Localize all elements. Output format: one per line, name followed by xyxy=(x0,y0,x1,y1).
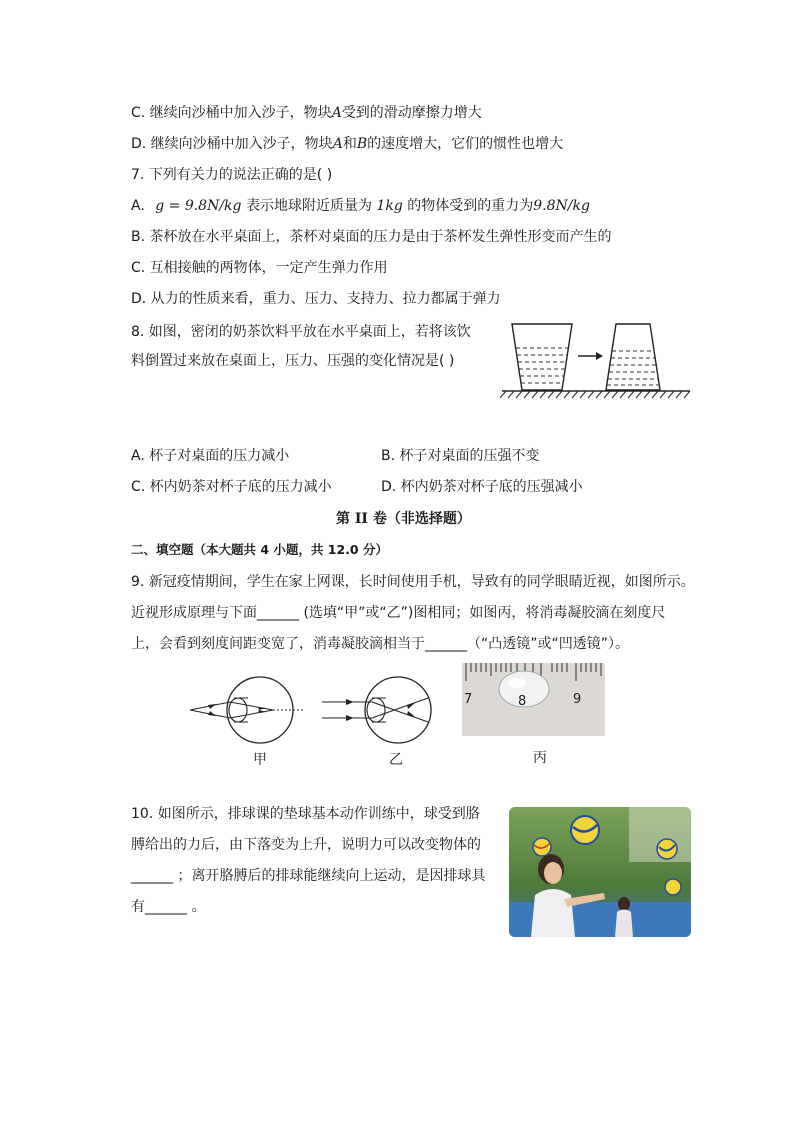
q6-option-d: D. 继续向沙桶中加入沙子，物块A和B的速度增大，它们的惯性也增大 xyxy=(131,136,564,152)
eye-diagram-yi xyxy=(320,670,440,750)
gravity-value: 9.8N/kg xyxy=(533,198,590,214)
q7-option-d: D. 从力的性质来看，重力、压力、支持力、拉力都属于弹力 xyxy=(131,291,501,307)
q10-line4: 有______ 。 xyxy=(131,899,206,915)
var-b: B xyxy=(356,136,368,152)
q8-option-c: C. 杯内奶茶对杯子底的压力减小 xyxy=(131,479,332,495)
volleyball-photo xyxy=(509,807,691,937)
q7-option-a: A. g = 9.8N/kg 表示地球附近质量为 1kg 的物体受到的重力为9.8N/kg xyxy=(131,198,590,214)
q9-line3: 上，会看到刻度间距变宽了，消毒凝胶滴相当于______（“凸透镜”或“凹透镜”）。 xyxy=(131,636,630,652)
caption-yi: 乙 xyxy=(389,752,403,768)
q10-line2: 膊给出的力后，由下落变为上升，说明力可以改变物体的 xyxy=(131,837,481,853)
section-heading: 二、填空题（本大题共 4 小题，共 12.0 分） xyxy=(131,542,388,557)
formula: g = 9.8N/kg xyxy=(155,198,242,214)
ruler-photo xyxy=(462,663,605,736)
q8-stem-line2: 料倒置过来放在桌面上，压力、压强的变化情况是( ) xyxy=(131,353,455,369)
q7-option-b: B. 茶杯放在水平桌面上，茶杯对桌面的压力是由于茶杯发生弹性形变而产生的 xyxy=(131,229,612,245)
var-a: A xyxy=(332,136,343,152)
q8-option-d: D. 杯内奶茶对杯子底的压强减小 xyxy=(381,479,583,495)
caption-bing: 丙 xyxy=(533,750,547,766)
ruler-label-9: 9 xyxy=(573,692,582,707)
q10-line3: ______ ；离开胳膊后的排球能继续向上运动，是因排球具 xyxy=(131,868,486,884)
q7-stem: 7. 下列有关力的说法正确的是( ) xyxy=(131,167,333,183)
ruler-label-8: 8 xyxy=(518,694,527,709)
cup-inversion-figure xyxy=(500,318,695,403)
volleyball-drawing xyxy=(509,807,691,937)
q7-option-c: C. 互相接触的两物体，一定产生弹力作用 xyxy=(131,260,388,276)
q9-line1: 9. 新冠疫情期间，学生在家上网课，长时间使用手机，导致有的同学眼睛近视，如图所示。 xyxy=(131,574,695,590)
q8-option-b: B. 杯子对桌面的压强不变 xyxy=(381,448,540,464)
mass-value: 1kg xyxy=(376,198,403,214)
q9-line2: 近视形成原理与下面______ (选填“甲”或“乙”)图相同；如图丙，将消毒凝胶滴在刻度尺 xyxy=(131,605,666,621)
eye-diagram-jia xyxy=(188,670,308,750)
ruler-drawing xyxy=(462,663,605,736)
ruler-label-7: 7 xyxy=(464,692,473,707)
q8-option-a: A. 杯子对桌面的压力减小 xyxy=(131,448,290,464)
q8-stem-line1: 8. 如图，密闭的奶茶饮料平放在水平桌面上，若将该饮 xyxy=(131,324,471,340)
caption-jia: 甲 xyxy=(253,752,267,768)
var-a: A xyxy=(331,105,342,121)
part2-title: 第 II 卷（非选择题） xyxy=(336,511,471,527)
q6-option-c: C. 继续向沙桶中加入沙子，物块A受到的滑动摩擦力增大 xyxy=(131,105,482,121)
q10-line1: 10. 如图所示，排球课的垫球基本动作训练中，球受到胳 xyxy=(131,806,480,822)
